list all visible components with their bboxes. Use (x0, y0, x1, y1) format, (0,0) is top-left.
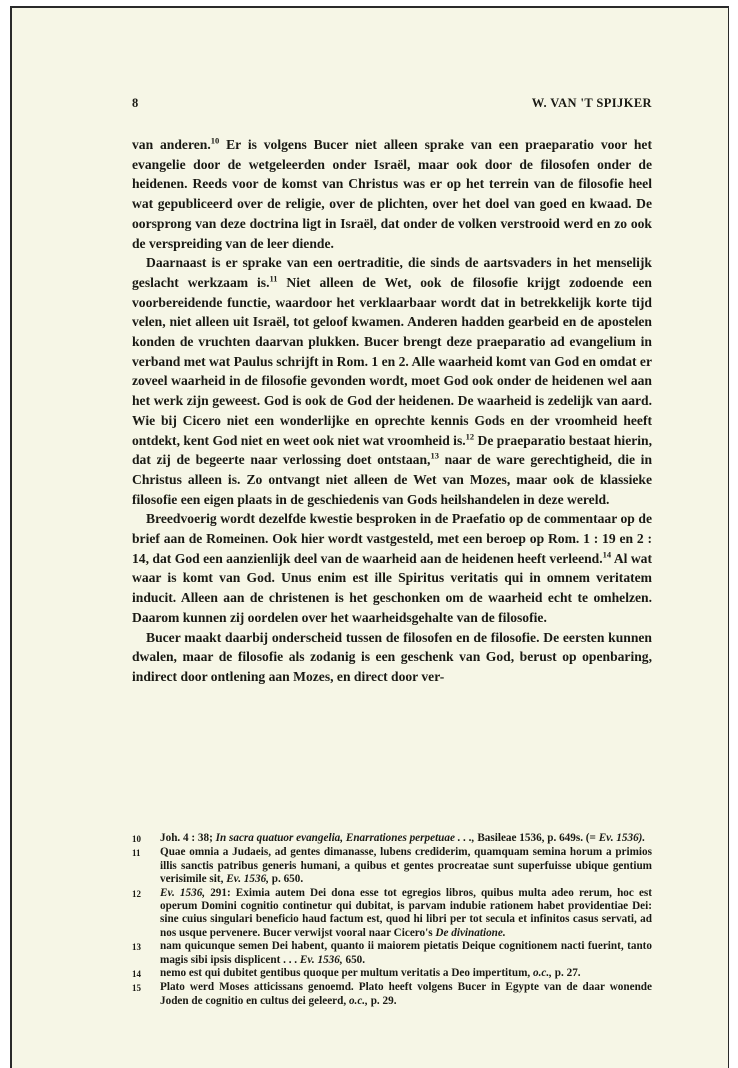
text-run: Er is volgens Bucer niet alleen sprake van een praeparatio voor het evangelie door de wetgeleerden onder Israël, maar ook door de filosofen onder de heidenen. Reeds voor de komst van Christus was er op het terrein van de filosofie heel wat gepubliceerd over de religie, over de plichten, over het doel van goed en kwaad. De oorsprong van deze doctrina ligt in Israël, dat onder de volken verstrooid werd en zo ook de verspreiding van de leer diende. (132, 137, 652, 251)
footnote-15 (132, 981, 652, 1008)
footnote-number: 15 (132, 983, 141, 994)
footnotes (132, 832, 652, 1008)
footnote-text: nemo est qui dubitet gentibus quoque per multum veritatis a Deo impertitum, o.c., p. 27. (160, 967, 581, 980)
footnote-12 (132, 887, 652, 941)
scanned-page (10, 6, 729, 1068)
page-number: 8 (132, 96, 139, 110)
text-run: Bucer maakt daarbij onderscheid tussen de filosofen en de filosofie. De eersten kunnen dwalen, maar de filosofie als zodanig is een geschenk van God, berust op openbaring, indirect door ontlening aan Mozes, en direct door ver- (132, 629, 652, 684)
footnote-number: 11 (132, 848, 141, 859)
footnote-number: 14 (132, 969, 141, 980)
body-text (132, 135, 652, 687)
footnote-13 (132, 940, 652, 967)
footnote-ref-13[interactable]: 13 (430, 450, 439, 461)
footnote-number: 13 (132, 942, 141, 953)
running-head-author: W. VAN 'T SPIJKER (531, 96, 652, 110)
footnote-number: 10 (132, 834, 141, 844)
footnote-number: 12 (132, 888, 141, 899)
footnote-text: Plato werd Moses atticissans genoemd. Plato heeft volgens Bucer in Egypte van de daar wonende Joden de cognitio en cultus dei geleerd, o.c., p. 29. (160, 981, 652, 1007)
paragraph-1 (132, 135, 652, 253)
footnote-ref-12[interactable]: 12 (465, 431, 475, 442)
text-run: De praeparatio bestaat hierin, dat zij de begeerte naar verlossing doet ontstaan, (132, 432, 652, 468)
footnote-11 (132, 846, 652, 886)
paragraph-4 (132, 628, 652, 687)
text-run: van anderen. (132, 137, 211, 152)
footnote-ref-14[interactable]: 14 (602, 549, 612, 560)
text-run: Niet alleen de Wet, ook de filosofie krijgt zodoende een voorbereidende functie, waardoor het verklaarbaar wordt dat in betrekkelijk korte tijd velen, niet alleen uit Israël, tot geloof kwamen. Anderen hadden gearbeid en de apostelen konden de vruchten daarvan plukken. Bucer brengt deze praeparatio ad evangelium in verband met wat Paulus schrijft in Rom. 1 en 2. Alle waarheid komt van God en omdat er zoveel waarheid in de filosofie gevonden wordt, moet God ook onder de heidenen wel aan het werk zijn geweest. God is ook de God der heidenen. De waarheid is zedelijk van aard. Wie bij Cicero niet een wonderlijke en oprechte kennis Gods en der vroomheid heeft ontdekt, kent God niet en weet ook niet wat vroomheid is. (132, 274, 652, 448)
paragraph-2 (132, 253, 652, 509)
text-run: Daarnaast is er sprake van een oertraditie, die sinds de aartsvaders in het menselijk geslacht werkzaam is. (132, 255, 652, 290)
text-run: Al wat waar is komt van God. Unus enim est ille Spiritus veritatis qui in omnem veritatem inducit. Alleen aan de christenen is het geschonken om de waarheid echt te omhelzen. Daarom kunnen zij oordelen over het waarheidsgehalte van de filosofie. (132, 550, 653, 625)
footnote-10 (132, 832, 652, 846)
footnote-text: Ev. 1536, 291: Eximia autem Dei dona esse tot egregios libros, quibus multa adeo rerum, hoc est operum Domini cognitio continetur qui dubitat, is parvam indubie rationem habet providentiae Dei: sine cuius singulari beneficio haud factum est, quod hi libri per tot secula et infinitos casus servati, ad nos usque pervenere. Bucer verwijst vooral naar Cicero's De divinatione. (160, 886, 653, 939)
footnote-text: nam quicunque semen Dei habent, quanto ii maiorem pietatis Deique cognitionem nacti fuerint, tanto magis sibi ipsis displicent . . . Ev. 1536, 650. (160, 940, 652, 966)
footnote-text: Joh. 4 : 38; In sacra quatuor evangelia, Enarrationes perpetuae . . ., Basileae 1536, p. 649s. (= Ev. 1536). (160, 832, 646, 844)
footnote-ref-11[interactable]: 11 (269, 273, 278, 284)
paragraph-3 (132, 509, 652, 627)
text-run: naar de ware gerechtigheid, die in Christus alleen is. Zo ontvangt niet alleen de Wet van Mozes, maar ook de klassieke filosofie een eigen plaats in de geschiedenis van Gods heilshandelen in deze wereld. (132, 452, 653, 507)
running-head (132, 96, 652, 114)
text-run: Breedvoerig wordt dezelfde kwestie besproken in de Praefatio op de commentaar op de brief aan de Romeinen. Ook hier wordt vastgesteld, met een beroep op Rom. 1 : 19 en 2 : 14, dat God een aanzienlijk deel van de waarheid aan de heidenen heeft verleend. (132, 511, 652, 566)
footnote-14 (132, 967, 652, 981)
footnote-text: Quae omnia a Judaeis, ad gentes dimanasse, lubens crediderim, quamquam semina horum a primios illis sanctis patribus generis humani, a quibus et gentes procreatae sunt superfuisse ubique gentium verisimile sit, Ev. 1536, p. 650. (160, 846, 652, 886)
footnote-ref-10[interactable]: 10 (210, 135, 220, 146)
